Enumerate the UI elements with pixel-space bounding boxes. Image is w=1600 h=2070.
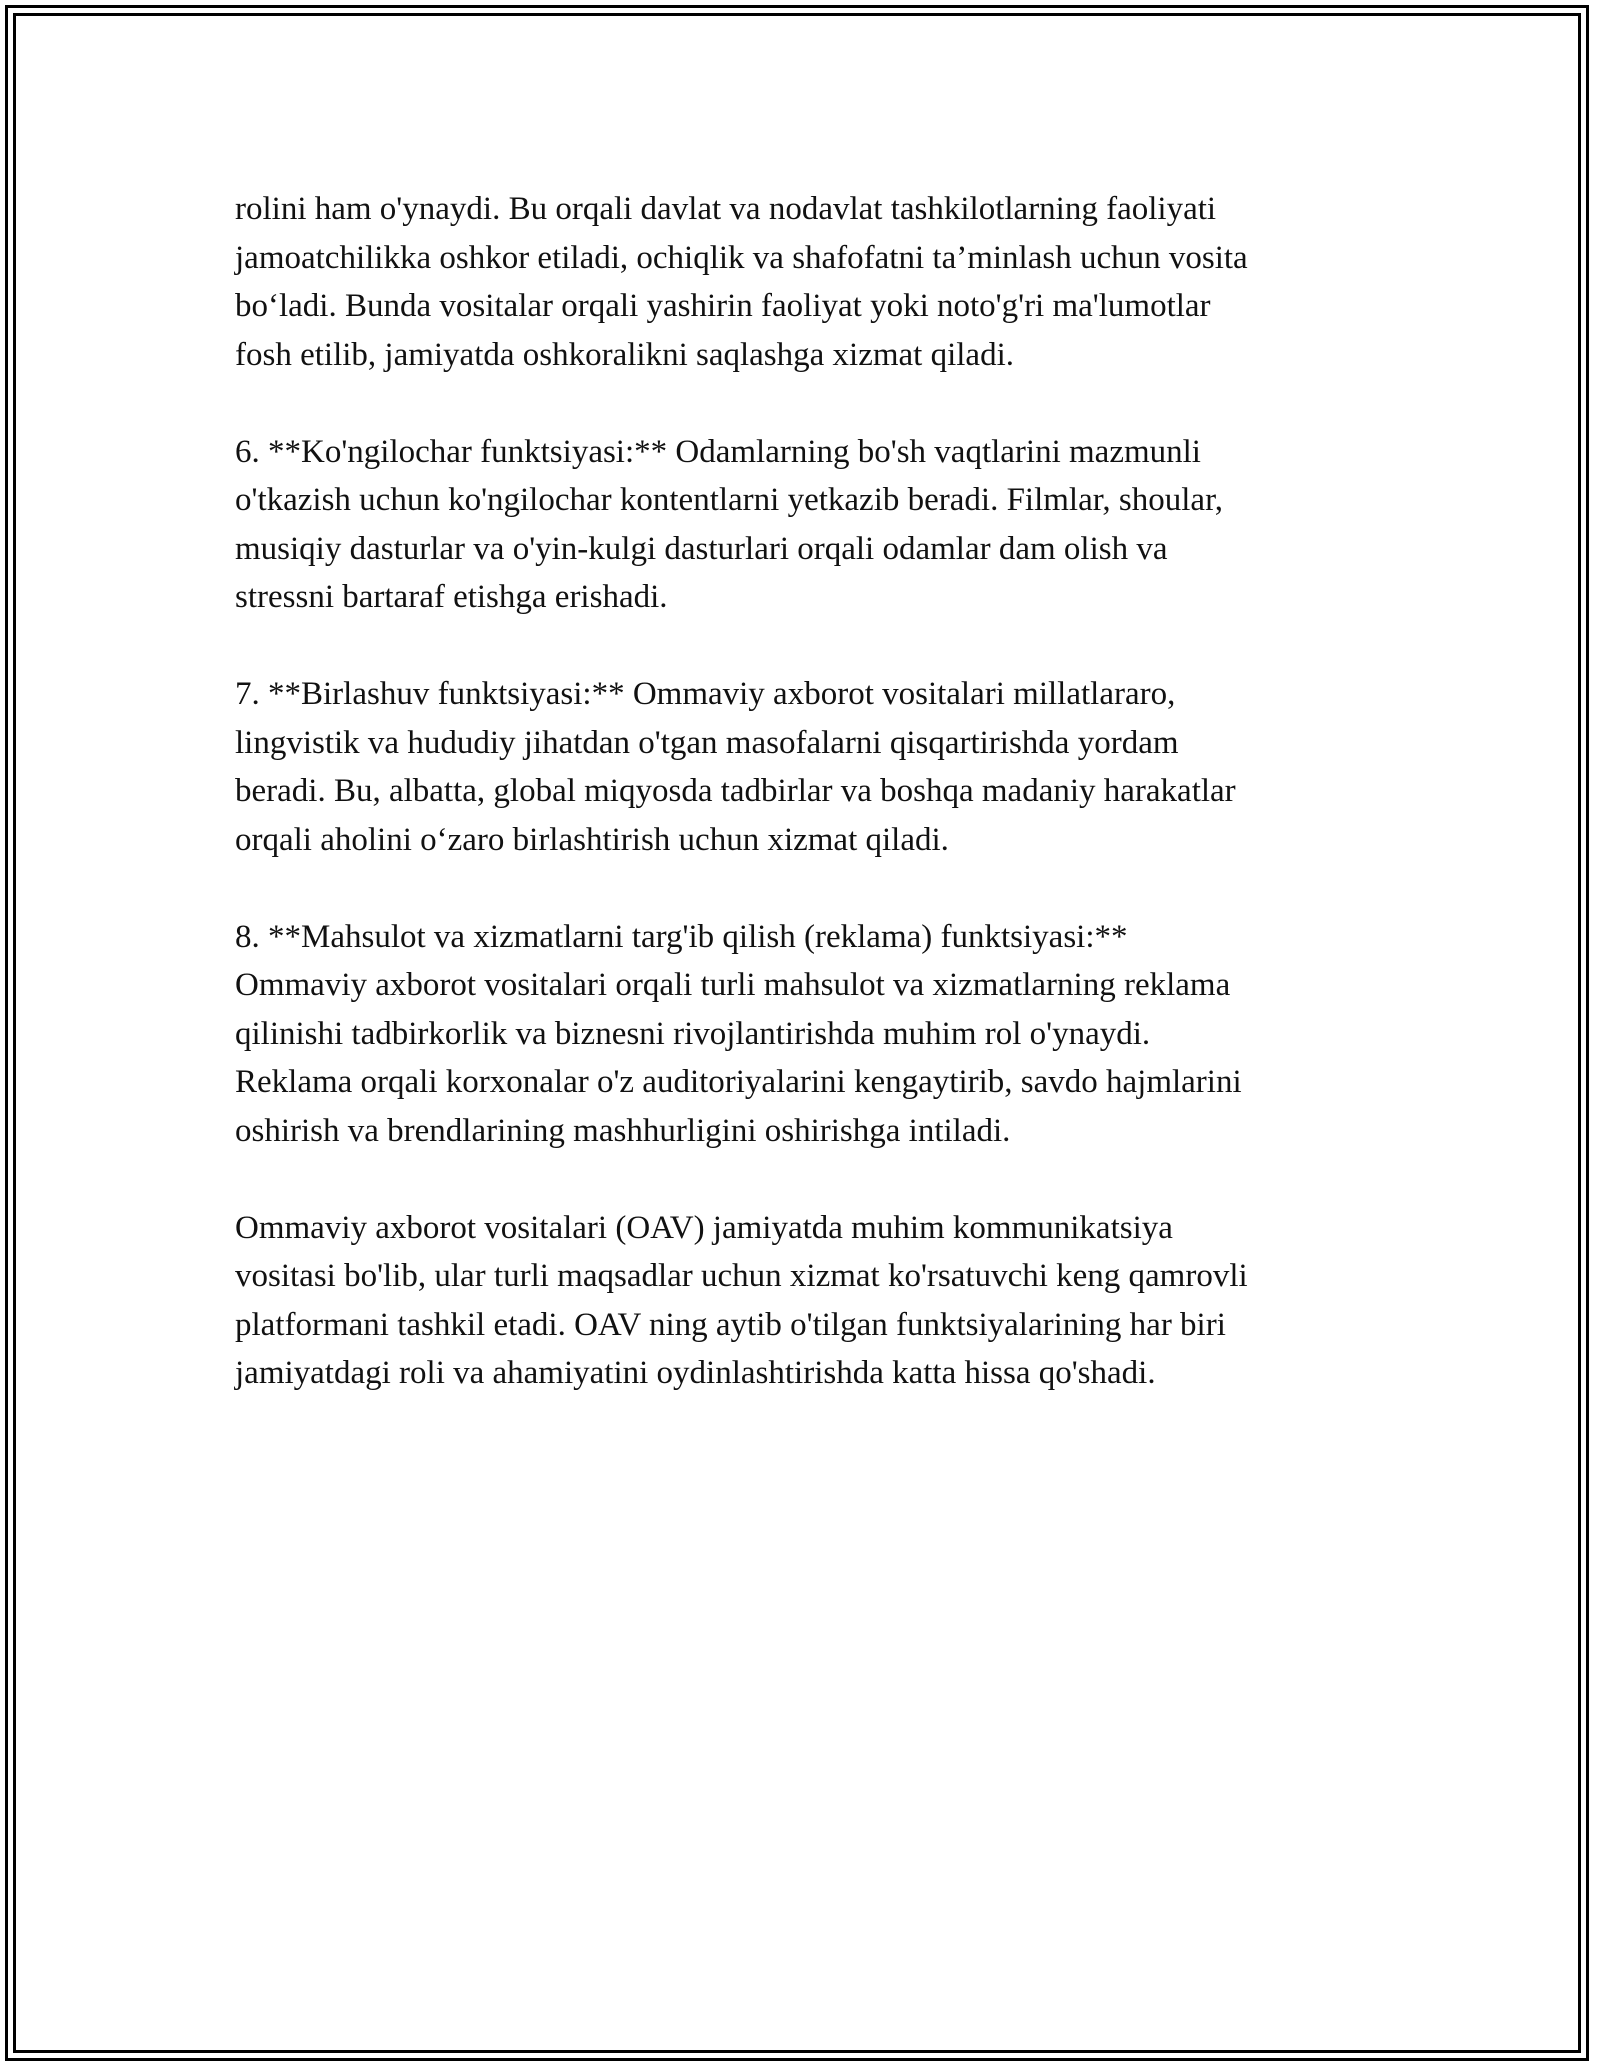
text-line: stressni bartaraf etishga erishadi. xyxy=(235,579,668,615)
text-line: lingvistik va hududiy jihatdan o'tgan masofalarni qisqartirishda yordam xyxy=(235,724,1179,761)
text-line: Ommaviy axborot vositalari orqali turli mahsulot va xizmatlarning reklama xyxy=(235,967,1231,1003)
text-line: jamoatchilikka oshkor etiladi, ochiqlik va shafofatni ta’minlash uchun vosita xyxy=(235,239,1248,276)
paragraph-entertainment xyxy=(235,428,1375,622)
text-line: o'tkazish uchun ko'ngilochar kontentlarni yetkazib beradi. Filmlar, shoular, xyxy=(235,482,1223,518)
text-line: oshirish va brendlarining mashhurligini oshirishga intiladi. xyxy=(235,1112,1011,1149)
text-line: musiqiy dasturlar va o'yin-kulgi dasturlari orqali odamlar dam olish va xyxy=(235,530,1168,567)
paragraph-advertising xyxy=(235,913,1375,1156)
paragraph-unification xyxy=(235,670,1375,864)
text-line: fosh etilib, jamiyatda oshkoralikni saqlashga xizmat qiladi. xyxy=(235,336,1014,373)
text-line: 7. **Birlashuv funktsiyasi:** Ommaviy axborot vositalari millatlararo, xyxy=(235,676,1176,712)
text-line: Reklama orqali korxonalar o'z auditoriyalarini kengaytirib, savdo hajmlarini xyxy=(235,1064,1242,1100)
paragraph-conclusion xyxy=(235,1204,1375,1398)
text-line: 6. **Ko'ngilochar funktsiyasi:** Odamlarning bo'sh vaqtlarini mazmunli xyxy=(235,433,1201,470)
text-line: bo‘ladi. Bunda vositalar orqali yashirin faoliyat yoki noto'g'ri ma'lumotlar xyxy=(235,288,1211,324)
text-line: 8. **Mahsulot va xizmatlarni targ'ib qilish (reklama) funktsiyasi:** xyxy=(235,918,1128,955)
text-line: platformani tashkil etadi. OAV ning aytib o'tilgan funktsiyalarining har biri xyxy=(235,1306,1226,1343)
text-line: beradi. Bu, albatta, global miqyosda tadbirlar va boshqa madaniy harakatlar xyxy=(235,773,1236,809)
text-line: rolini ham o'ynaydi. Bu orqali davlat va nodavlat tashkilotlarning faoliyati xyxy=(235,191,1217,227)
text-line: jamiyatdagi roli va ahamiyatini oydinlashtirishda katta hissa qo'shadi. xyxy=(235,1355,1156,1391)
paragraph-transparency xyxy=(235,185,1375,379)
text-line: qilinishi tadbirkorlik va biznesni rivojlantirishda muhim rol o'ynaydi. xyxy=(235,1015,1151,1052)
text-line: orqali aholini o‘zaro birlashtirish uchun xizmat qiladi. xyxy=(235,821,949,858)
document-body xyxy=(235,185,1375,1398)
text-line: Ommaviy axborot vositalari (OAV) jamiyatda muhim kommunikatsiya xyxy=(235,1209,1173,1246)
text-line: vositasi bo'lib, ular turli maqsadlar uchun xizmat ko'rsatuvchi keng qamrovli xyxy=(235,1258,1248,1294)
